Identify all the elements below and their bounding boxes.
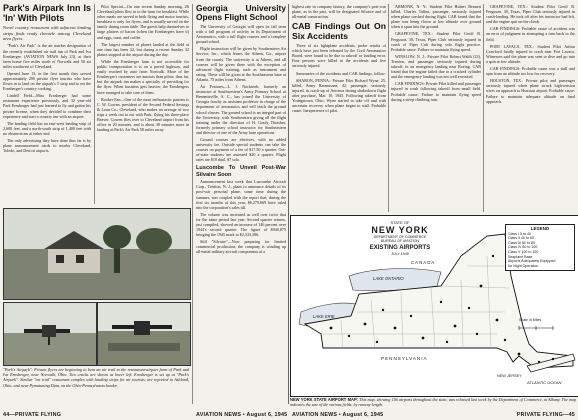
paragraph: Booker Fan—One of the most enthusiastic patrons is C. W. Gowen, president of the Second Federal Savings & Loan Co., Cleveland, who makes an average of two trips a week out to eat with Park, flying his three-place Beaver. Gowen flies over to Cleveland airport from his office in 20 minutes, and is about 30 minutes more in landing at Park's Air Park 50 miles away. [97,96,189,133]
map-legend [505,224,575,271]
paragraph: CAB FINDINGS: Private Pilot killed and passenger injured in crash following takeoff from small field. Probable cause: Failure to maintain flying speed during a steep climbing turn. [391,81,481,102]
article-subhead: Luscombe To Unveil Post-War Silvaire Soon [196,165,286,178]
paragraph: PORT LAVACA, TEX.: Student Pilot Arthur Crawford fatally injured in crash near Port Lavaca. Witnesses said the plane was seen to dive and go into a spin at low altitude. [486,43,575,64]
legend-item: Airports Adequately Equipped [508,259,556,264]
paragraph: "Park's Air Park" is the air market designation of the recently established air trail inn of Park and Iva Ernsberger. (AVIATION NEWS July 23), at their farm home five miles north of Norwalk and 50 air miles southwest of Cleveland. [3,43,91,69]
airpark-photo-illustration [4,209,190,299]
paragraph: CAB FINDINGS: Probable cause of accident was an error of judgment in attempting a turn back to the field. [486,26,575,42]
map-label-new-jersey: NEW JERSEY [497,374,522,378]
article-cab-findings [292,4,386,212]
article-title: Park's Airpark Inn Is 'In' With Pilots [3,4,91,23]
map-label-canada: CANADA [411,260,436,265]
paragraph: HOUSTON, TEX.: Private pilot and passenger seriously injured when plane struck high-tension wires on approach to Houston airport. Probable cause: Failure to maintain adequate altitude on final approach. [486,78,575,104]
photo-airpark-planes-left [3,302,97,366]
map-label-lake-ontario: LAKE ONTARIO [373,276,404,281]
article-kicker: Novel country restaurant with adjacent landing strips finds ready clientele among Cleveland area flyers. [3,25,91,41]
paragraph: The University of Georgia will open its fall term with a full program of activity in its Department of Aeronautics, with a full flight courses and a complete ground school. [196,24,286,45]
planes-photo-illustration [98,303,190,365]
column-rule [483,4,484,212]
right-page-date-footer: AVIATION NEWS • August 6, 1945 [292,412,384,418]
paragraph: Air Features—L. J. Nachtrieb, formerly an instructor at Southwestern's Army Primary School at Bennettsville, S. C., has joined the University of Georgia faculty as assistant professor in charge of the department of aeronautics and will teach the ground school classes. The ground school is an integral part of the University, with Southeastern giving all the flight training under the direction of H. Grady Thrasher, formerly primary school instructor for Southeastern and director of one of the Army base operations. [196,84,286,135]
column-rule [94,4,95,204]
column-rule [192,4,193,404]
left-page-footer: 44—PRIVATE FLYING [3,412,62,418]
right-page-footer: PRIVATE FLYING—45 [516,412,575,418]
map-caption [290,397,576,407]
paragraph: The landing field has an east-west landing strip of 2,600 feet, and a north-south strip of 1,400 feet with no obstructions at either end. [3,120,91,136]
article-title: CAB Findings Out On Six Accidents [292,21,386,41]
paragraph: Ground courses are electives, with no added university fee. Outside special students can take the courses on payment of a fee of $17.50 a quarter. Out-of-state students are assessed $20 a quarter. Flight rates are $10 dual, $7 solo. [196,136,286,163]
legend-title: LEGEND [530,226,550,231]
map-label-atlantic: ATLANTIC OCEAN [527,380,562,385]
paragraph: ARMONK, N. Y.: Student Pilot Hubert Bennett killed, Charles Tallon, passenger, seriously injured when plane crashed during flight. CAB found that the plane was being flown at low altitude over ground when it spun into the ground. [391,4,481,30]
paragraph: Pilot Special—On one recent Sunday morning, 26 Cleveland pilots flew in to the farm for breakfast. While other meals are served to both flying and motor tourists, breakfast is only for flyers, and is usually served on the family dining room table. The guests help themselves to large platters of bacon (when the Ernsbergers have it) and eggs, toast, and coffee. [97,4,189,40]
map-state-of: STATE OF [390,220,410,225]
paragraph: The largest number of planes landed at the field at one time has been 32, but during a recent Sunday 32 planes stopped at the airport during the day. [97,41,189,57]
map-title-block [345,220,455,256]
paragraph: Still "Silvaire"—Now preparing for limited commercial production, the company is winding up all-metal military aircraft components at a [196,239,286,255]
map-bureau: BUREAU OF AVIATION [380,239,419,244]
paragraph: Flight instruction will be given by Southeastern Air Service, Inc., which leases the Athens, Ga., airport from the county. The university is at Athens, and all courses will be given there with the exception of advanced flight training, such as instrument and rating. These will be given at the Southeastern base at Atlanta, 75 miles from Athens. [196,46,286,82]
column-rule [388,4,389,212]
map-dept: DEPARTMENT OF COMMERCE [373,235,427,239]
map-caption-title: NEW YORK STATE AIRPORT MAP: [290,397,359,402]
page-gutter [288,4,289,404]
paragraph: Three of six lightplane accidents, probe results of which have just been released by the Civil Aeronautics Board, were found to be due to takeoff or landing error. Four persons were killed in the accidents and five seriously injured. [292,43,386,69]
photo-caption: "Park's Airpark": Private flyers are beginning to beat an air trail to the restaurant-airport farm of Park and Iva Ernsberger, near Norwalk, Ohio. Two cracks are shown at lower left. Ernsberger is set up at "Park's Airpark". Similar "air trail" restaurant complex with landing strips for air tourists, are reported in Ashland, Ohio, and near Pymatuning Dam, on the Ohio-Pennsylvania border. [3,367,189,388]
legend-item: Seaplane Base [508,254,533,259]
legend-item: Class IV 80 to 100 [508,245,538,250]
paragraph: While the Ernsberger farm is not accessible for public transportation it is on a paved highway, and easily reached by auto from Norwalk. More of the Ernsberger's customers are autoists than pilots, thus far, but the airpark inn makes a specialty of providing for the flyer. When business gets heavier, the Ernsbergers have arranged to take care of them. [97,58,189,95]
paragraph: Announcement last week that Luscombe Aircraft Corp., Trenton, N. J., plans to announce details of its post-war personal plane, some time during the summer, was coupled with the report that, during the first six months of this year, $6,279,669 have ruled into the corporation's sales till. [196,179,286,210]
paragraph: Summaries of the accidents and CAB findings, follow: [296,70,386,76]
map-state-name: NEW YORK [371,225,429,235]
photo-airpark-planes-right [97,302,191,366]
legend-item: Class V 100 to 150 [508,249,539,254]
paragraph: GRAPEVINE, TEX.: Student Pilot Geoff B. Ferguson, 30, Texas, Piper Club seriously injured in crash of Piper Cub during solo flight practice. Probable cause: Failure to maintain flying speed. [391,31,481,52]
legend-item: Class III 60 to 80 [508,240,535,245]
map-subtitle: EXISTING AIRPORTS [369,244,431,251]
map-caption-text: This map, showing 156 airports throughout the state, was released last week by the Department of Commerce, at Albany. The map indicates the size of the various fields, by runway length. [290,397,576,407]
paragraph: SHARON, PENNA.: Private Pilot Richard Wyne, 25, killed, Army Rasmussen, 42, passenger, seriously injured, in crack-up of Aeronca during shakedown flight after purchase, Mar. 10, 1945. Following takeoff from Youngstown, Ohio, Wyne started to take off and with uncertain recovery when plane began to stall. Probable cause: Inexperience of pilot. [292,77,386,114]
article-park-airpark [3,4,91,204]
paragraph: GRAPEVINE, TEX.: Student Pilot Geoff B. Ferguson, 30, Texas, Piper Club seriously injured in crash-landing. He took off after his instructor had left, and the engine quit on the climb. [486,4,575,25]
paragraph: WINSLOW, N. J.: Private Pilot Robert Waldi (23), Trenton, and passenger seriously injured during takeoff, in an emergency landing near Boeing. CAB found that the engine failed due to a cracked cylinder and the emergency landing was not well executed. [391,53,481,80]
map-date: JULY 1945 [391,251,409,256]
legend-item: for Night Operation [508,263,539,268]
map-scale-label: Scale in Miles [519,318,542,322]
article-georgia-university [196,4,286,404]
article-cab-findings-right [486,4,575,212]
article-park-airpark-continued [97,4,189,204]
ny-airport-map [290,215,578,397]
paragraph: Lindell Field—Miss Ernsberger had some restaurant experience previously, and 32 year-old Park Ernsberger had just learned to fly and gotten his private license, when they decided to combine their experience and start a country inn with an airport. [3,93,91,119]
legend-item: Class I 5 to 40 [508,231,531,236]
planes-photo-illustration [4,303,96,365]
left-page-date-footer: AVIATION NEWS • August 6, 1945 [196,412,288,418]
paragraph: The volume was increased as well over twice that for the same period last year. Second quarter returns, just compiled, showed an increase of 146 percent over 1944's second quarter. The figure of $940,875 bringing the 1945 mark to $2,333,286. [196,211,286,238]
map-label-lake-erie: LAKE ERIE [313,314,335,319]
paragraph: The only advertising they have done thus far is by plane announcement cards to nearby Cleveland, Toledo, and Detroit airports. [3,138,91,154]
paragraph: highest rate in company history, the company's post-war plane, as in the past, will be designated Silvaire and of all-metal construction. [292,4,386,20]
article-title: Georgia University Opens Flight School [196,4,286,22]
photo-airpark-aerial [3,208,191,300]
paragraph: Opened June 13, in the first month they served approximately 200 private flyer tourists who have flown in to land on the airpark's T strip and to eat the Ernsberger's country cooking. [3,70,91,92]
article-cab-findings-continued [391,4,481,212]
map-label-pennsylvania: PENNSYLVANIA [381,356,428,361]
legend-item: Class II 40 to 60 [508,236,534,241]
paragraph: CAB FINDINGS: Probable cause was a stall and spin from an altitude too low for recovery. [486,66,575,77]
